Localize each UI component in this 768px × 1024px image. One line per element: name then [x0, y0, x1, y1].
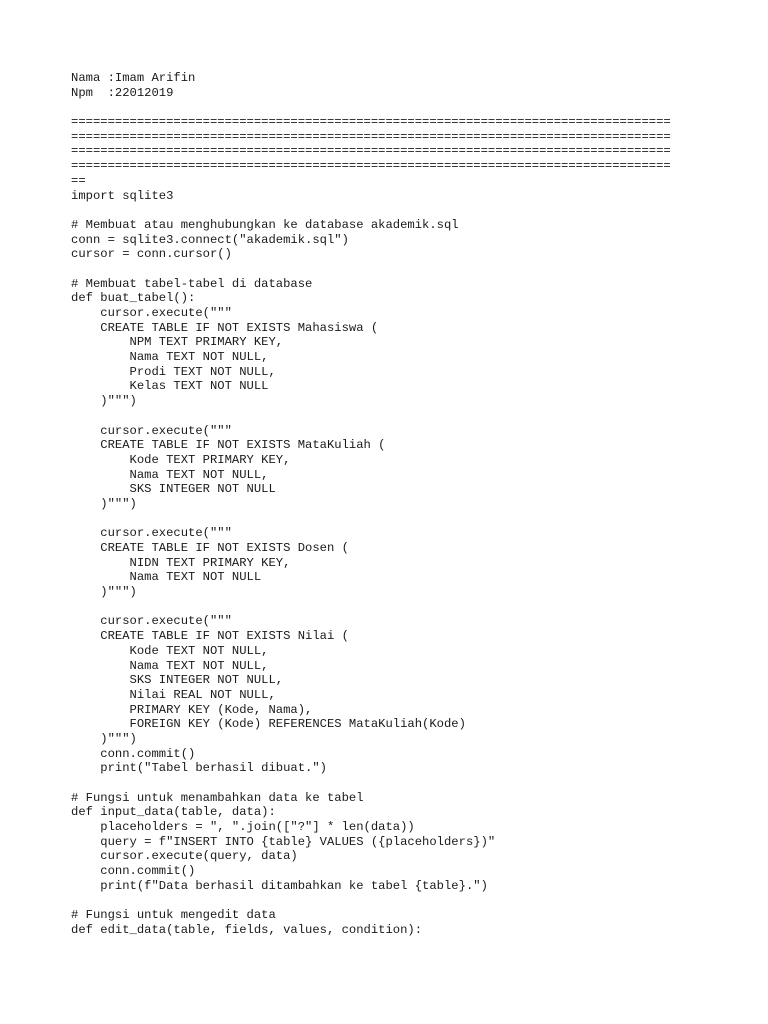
code-line: def input_data(table, data): [71, 805, 276, 820]
code-line: SKS INTEGER NOT NULL [71, 482, 276, 497]
code-line: ================================================================================== [71, 115, 671, 130]
code-line: # Fungsi untuk mengedit data [71, 908, 276, 923]
code-line: # Membuat tabel-tabel di database [71, 276, 313, 291]
code-line: # Fungsi untuk menambahkan data ke tabel [71, 790, 364, 805]
code-line: FOREIGN KEY (Kode) REFERENCES MataKuliah(Kode) [71, 717, 466, 732]
code-line: Nilai REAL NOT NULL, [71, 687, 276, 702]
code-line: Kelas TEXT NOT NULL [71, 379, 269, 394]
code-line: print(f"Data berhasil ditambahkan ke tabel {table}.") [71, 878, 488, 893]
code-line: def edit_data(table, fields, values, condition): [71, 922, 423, 937]
code-line [71, 100, 701, 115]
code-line: ================================================================================== [71, 129, 671, 144]
code-line [71, 512, 701, 527]
code-line: CREATE TABLE IF NOT EXISTS Nilai ( [71, 629, 349, 644]
code-line [71, 776, 701, 791]
code-line: SKS INTEGER NOT NULL, [71, 673, 284, 688]
code-line: CREATE TABLE IF NOT EXISTS Mahasiswa ( [71, 320, 379, 335]
code-line: ================================================================================== [71, 159, 671, 174]
code-line: conn = sqlite3.connect("akademik.sql") [71, 232, 349, 247]
code-line: Prodi TEXT NOT NULL, [71, 364, 276, 379]
code-line: placeholders = ", ".join(["?"] * len(data)) [71, 820, 415, 835]
document-page [71, 71, 701, 938]
code-line [71, 409, 701, 424]
code-line [71, 203, 701, 218]
code-line: )""") [71, 731, 137, 746]
code-line: conn.commit() [71, 746, 196, 761]
code-line: cursor.execute(""" [71, 306, 232, 320]
code-line: )""") [71, 394, 137, 409]
code-line: PRIMARY KEY (Kode, Nama), [71, 702, 313, 717]
code-line [71, 600, 701, 615]
code-line [71, 262, 701, 277]
code-line: cursor = conn.cursor() [71, 247, 232, 262]
code-line: CREATE TABLE IF NOT EXISTS Dosen ( [71, 541, 349, 555]
code-line: == [71, 173, 86, 188]
code-line: import sqlite3 [71, 188, 174, 203]
code-line: Nama TEXT NOT NULL, [71, 350, 269, 365]
code-line: Nama :Imam Arifin [71, 71, 196, 85]
code-line: def buat_tabel(): [71, 291, 196, 306]
code-listing [71, 71, 701, 938]
code-line: cursor.execute(""" [71, 614, 232, 629]
code-line: NIDN TEXT PRIMARY KEY, [71, 555, 291, 570]
code-line: NPM TEXT PRIMARY KEY, [71, 335, 284, 350]
code-line: CREATE TABLE IF NOT EXISTS MataKuliah ( [71, 438, 386, 453]
code-line: Kode TEXT NOT NULL, [71, 643, 269, 658]
code-line: cursor.execute(query, data) [71, 849, 298, 864]
code-line: Npm :22012019 [71, 85, 174, 100]
code-line: # Membuat atau menghubungkan ke database akademik.sql [71, 217, 459, 232]
code-line: conn.commit() [71, 864, 196, 879]
code-line: query = f"INSERT INTO {table} VALUES ({placeholders})" [71, 834, 496, 849]
code-line [71, 894, 701, 909]
code-line: Nama TEXT NOT NULL, [71, 467, 269, 482]
code-line: Kode TEXT PRIMARY KEY, [71, 452, 291, 467]
code-line: cursor.execute(""" [71, 423, 232, 438]
code-line: cursor.execute(""" [71, 526, 232, 541]
code-line: Nama TEXT NOT NULL, [71, 658, 269, 673]
code-line: Nama TEXT NOT NULL [71, 570, 262, 585]
code-line: )""") [71, 585, 137, 600]
code-line: ================================================================================== [71, 144, 671, 159]
code-line: )""") [71, 496, 137, 511]
code-line: print("Tabel berhasil dibuat.") [71, 761, 327, 776]
